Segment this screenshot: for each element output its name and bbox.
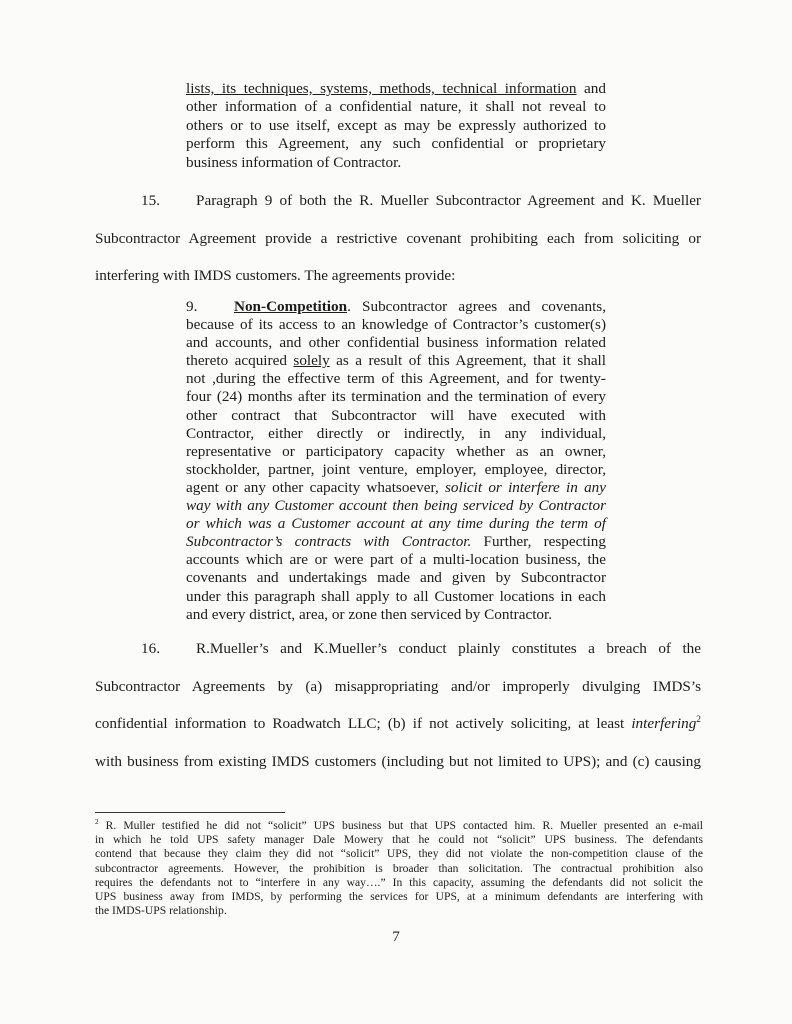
paragraph-line: 16. R.Mueller’s and K.Mueller’s conduct plainly constitutes a breach of the — [95, 630, 701, 668]
footnote-line: $^2$ R. Muller testified he did not “solicit” UPS business but that UPS contacted him. R. Mueller presented an e-mail — [95, 818, 703, 832]
paragraph-line: Subcontractor Agreement provide a restrictive covenant prohibiting each from soliciting or — [95, 229, 701, 247]
footnote-line: requires the defendants not to “interfere in any way….” In this capacity, assuming the defendants did not solicit the — [95, 875, 703, 889]
quote-line: representative or participatory capacity whether as an owner, — [186, 442, 606, 460]
clause-number: 9. — [186, 298, 198, 315]
quote-line: covenants and undertakings made and given by Subcontractor — [186, 569, 606, 587]
quote-line: Contractor, either directly or indirectly, in any individual, — [186, 424, 606, 442]
paragraph-line: with business from existing IMDS customers (including but not limited to UPS); and (c) causing — [95, 752, 701, 770]
italic-text: interfering — [631, 715, 697, 732]
quote-line: Subcontractor’s contracts with Contractor. Further, respecting — [186, 533, 606, 551]
quote-line: perform this Agreement, any such confidential or proprietary — [186, 135, 606, 153]
block-quote-confidentiality — [186, 80, 606, 172]
quote-line: 9. Non-Competition. Subcontractor agrees and covenants, — [186, 298, 606, 315]
paragraph-line: Subcontractor Agreements by (a) misappropriating and/or improperly divulging IMDS’s — [95, 677, 701, 695]
quote-line: or which was a Customer account at any time during the term of — [186, 515, 606, 533]
quote-line: four (24) months after its termination and the termination of every — [186, 388, 606, 406]
quote-line: way with any Customer account then being serviced by Contractor — [186, 497, 606, 515]
footnote-reference[interactable]: 2 — [696, 714, 701, 725]
block-quote-non-competition — [186, 298, 606, 624]
quote-line: and accounts, and other confidential business information related — [186, 334, 606, 352]
quote-line: because of its access to an knowledge of Contractor’s customer(s) — [186, 316, 606, 334]
quote-line: others or to use itself, except as may be expressly authorized to — [186, 116, 606, 134]
quote-line: accounts which are or were part of a multi-location business, the — [186, 551, 606, 569]
page-number: 7 — [392, 928, 400, 945]
underlined-text: solely — [293, 352, 330, 370]
quote-line: and every district, area, or zone then serviced by Contractor. — [186, 605, 553, 623]
paragraph-number: 15. — [141, 192, 160, 209]
quote-line: other contract that Subcontractor will have executed with — [186, 406, 606, 424]
paragraph-16 — [95, 630, 701, 780]
italic-text: solicit or interfere in any — [444, 478, 606, 496]
paragraph-line: interfering with IMDS customers. The agreements provide: — [95, 267, 456, 284]
italic-text: Subcontractor’s contracts with Contractor. — [186, 533, 472, 551]
clause-heading: Non-Competition — [234, 298, 348, 315]
underlined-text: lists, its techniques, systems, methods, technical information — [186, 80, 577, 97]
quote-line: agent or any other capacity whatsoever, solicit or interfere in any — [186, 478, 606, 496]
footnote-separator — [95, 812, 285, 813]
paragraph-number: 16. — [141, 640, 160, 657]
footnote-line: subcontractor agreements. However, the prohibition is broader than solicitation. The contractual prohibition also — [95, 861, 703, 875]
paragraph-line: confidential information to Roadwatch LLC; (b) if not actively soliciting, at least interfering$^2$ — [95, 714, 701, 732]
footnote-line: the IMDS-UPS relationship. — [95, 904, 227, 918]
quote-line: other information of a confidential nature, it shall not reveal to — [186, 98, 606, 116]
paragraph-15 — [95, 182, 701, 295]
quote-line: lists, its techniques, systems, methods, technical information and — [186, 80, 606, 97]
quote-line: stockholder, partner, joint venture, employer, employee, director, — [186, 460, 606, 478]
footnote-line: contend that because they claim they did not “solicit” UPS, they did not violate the non-competition clause of the — [95, 847, 703, 861]
footnote — [95, 819, 703, 918]
footnote-line: UPS business away from IMDS, by performing the services for UPS, at a minimum defendants are interfering with — [95, 890, 703, 904]
quote-line: not ,during the effective term of this Agreement, and for twenty- — [186, 370, 606, 388]
quote-line: under this paragraph shall apply to all Customer locations in each — [186, 587, 606, 605]
paragraph-line: 15. Paragraph 9 of both the R. Mueller Subcontractor Agreement and K. Mueller — [95, 182, 701, 220]
quote-line: thereto acquired solely as a result of this Agreement, that it shall — [186, 352, 606, 370]
footnote-marker: 2 — [95, 818, 99, 827]
footnote-line: in which he told UPS safety manager Dale Mowery that he could not “solicit” UPS business. The defendants — [95, 833, 703, 847]
quote-line: business information of Contractor. — [186, 153, 402, 171]
